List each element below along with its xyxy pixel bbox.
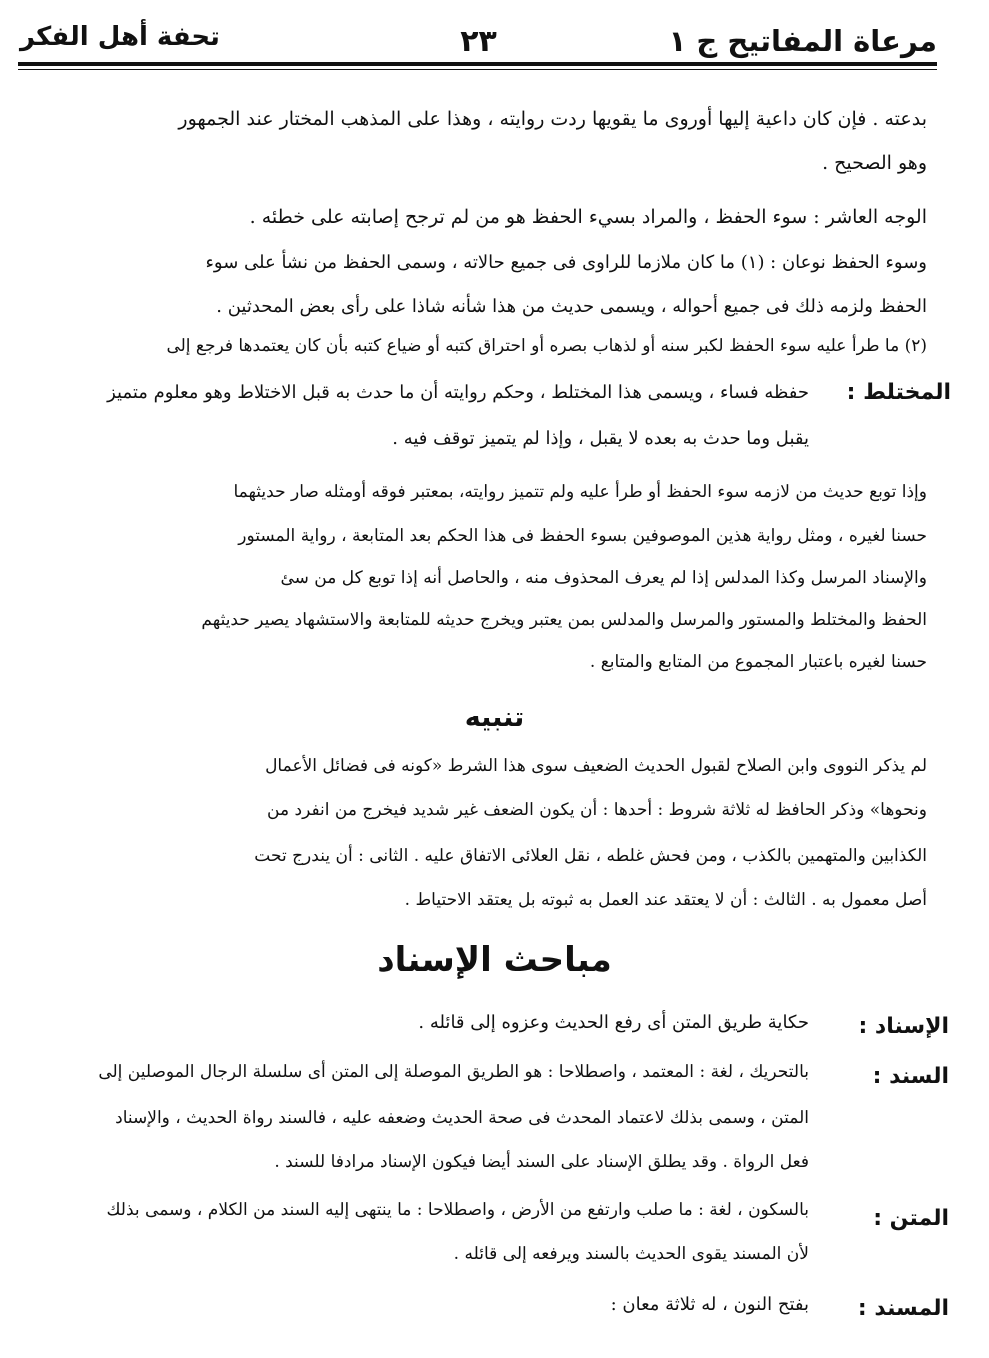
para4-line1: وإذا توبع حديث من لازمه سوء الحفظ أو طرأ عليه ولم تتميز روايته، بمعتبر فوقه أومثله صار حديثهما bbox=[233, 482, 927, 502]
term-musnad: المسند : bbox=[857, 1296, 949, 1321]
sanad-line3: فعل الرواة . وقد يطلق الإسناد على السند أيضا فيكون الإسناد مرادفا للسند . bbox=[274, 1152, 809, 1172]
para3-line1: وسوء الحفظ نوعان : (١) ما كان ملازما للراوى فى جميع حالاته ، وسمى الحفظ من نشأ على سوء bbox=[205, 252, 927, 273]
tanbih-heading: تنبيه bbox=[464, 702, 525, 733]
book-title-left: تحفة أهل الفكر bbox=[20, 22, 220, 52]
header-rule-thin bbox=[18, 69, 937, 70]
page-header bbox=[20, 14, 937, 66]
matn-line2: لأن المسند يقوى الحديث بالسند ويرفعه إلى قائله . bbox=[453, 1244, 809, 1264]
sanad-line2: المتن ، وسمى بذلك لاعتماد المحدث فى صحة الحديث وضعفه عليه ، فالسند رواة الحديث ، والإسناد bbox=[115, 1108, 809, 1128]
tanbih-line1: لم يذكر النووى وابن الصلاح لقبول الحديث الضعيف سوى هذا الشرط «كونه فى فضائل الأعمال bbox=[265, 756, 927, 776]
header-rule-thick bbox=[18, 62, 937, 66]
term-isnad: الإسناد : bbox=[858, 1014, 949, 1039]
tanbih-line4: أصل معمول به . الثالث : أن لا يعتقد عند العمل به ثبوته بل يعتقد الاحتياط . bbox=[404, 890, 927, 910]
para2-line1: الوجه العاشر : سوء الحفظ ، والمراد بسيء الحفظ هو من لم ترجح إصابته على خطئه . bbox=[249, 206, 927, 228]
para4-line5: حسنا لغيره باعتبار المجموع من المتابع والمتابع . bbox=[589, 652, 927, 672]
matn-line1: بالسكون ، لغة : ما صلب وارتفع من الأرض ، واصطلاحا : ما ينتهى إليه السند من الكلام ، وسمى بذلك bbox=[106, 1200, 809, 1220]
para4-line2: حسنا لغيره ، ومثل رواية هذين الموصوفين بسوء الحفظ فى هذا الحكم بعد المتابعة ، رواية المستور bbox=[238, 526, 927, 546]
term-matn: المتن : bbox=[873, 1206, 949, 1231]
mukhtalit-line2: يقبل وما حدث به بعده لا يقبل ، وإذا لم يتميز توقف فيه . bbox=[392, 428, 809, 449]
musnad-line1: بفتح النون ، له ثلاثة معان : bbox=[610, 1294, 809, 1315]
para1-line2: وهو الصحيح . bbox=[822, 152, 927, 174]
term-sanad: السند : bbox=[872, 1064, 949, 1089]
sanad-line1: بالتحريك ، لغة : المعتمد ، واصطلاحا : هو الطريق الموصلة إلى المتن أى سلسلة الرجال الموصلين إلى bbox=[98, 1062, 809, 1082]
para4-line3: والإسناد المرسل وكذا المدلس إذا لم يعرف المحذوف منه ، والحاصل أنه إذا توبع كل من سئ bbox=[280, 568, 927, 588]
tanbih-line2: ونحوها» وذكر الحافظ له ثلاثة شروط : أحدها : أن يكون الضعف غير شديد فيخرج من انفرد من bbox=[267, 800, 927, 820]
page-number: ٢٣ bbox=[460, 24, 497, 59]
tanbih-line3: الكذابين والمتهمين بالكذب ، ومن فحش غلطه ، نقل العلائى الاتفاق عليه . الثانى : أن يندرج تحت bbox=[254, 846, 927, 866]
isnad-line1: حكاية طريق المتن أى رفع الحديث وعزوه إلى قائله . bbox=[418, 1012, 809, 1033]
section-heading: مباحث الإسناد bbox=[377, 940, 612, 980]
para3-line3: (٢) ما طرأ عليه سوء الحفظ لكبر سنه أو لذهاب بصره أو احتراق كتبه أو ضياع كتبه بأن كان يعتمدها فرجع إلى bbox=[166, 336, 927, 356]
para1-line1: بدعته . فإن كان داعية إليها أوروى ما يقويها ردت روايته ، وهذا على المذهب المختار عند الجمهور bbox=[178, 108, 927, 130]
para4-line4: الحفظ والمختلط والمستور والمرسل والمدلس بمن يعتبر ويخرج حديثه للمتابعة والاستشهاد يصير حديثهم bbox=[201, 610, 927, 630]
para3-line2: الحفظ ولزمه ذلك فى جميع أحواله ، ويسمى حديث من هذا شأنه شاذا على رأى بعض المحدثين . bbox=[216, 296, 927, 317]
term-mukhtalit: المختلط : bbox=[846, 380, 951, 405]
mukhtalit-line1: حفظه فساء ، ويسمى هذا المختلط ، وحكم روايته أن ما حدث به قبل الاختلاط وهو معلوم متميز bbox=[107, 382, 809, 403]
book-title-right: مرعاة المفاتيح ج ١ bbox=[668, 24, 937, 58]
